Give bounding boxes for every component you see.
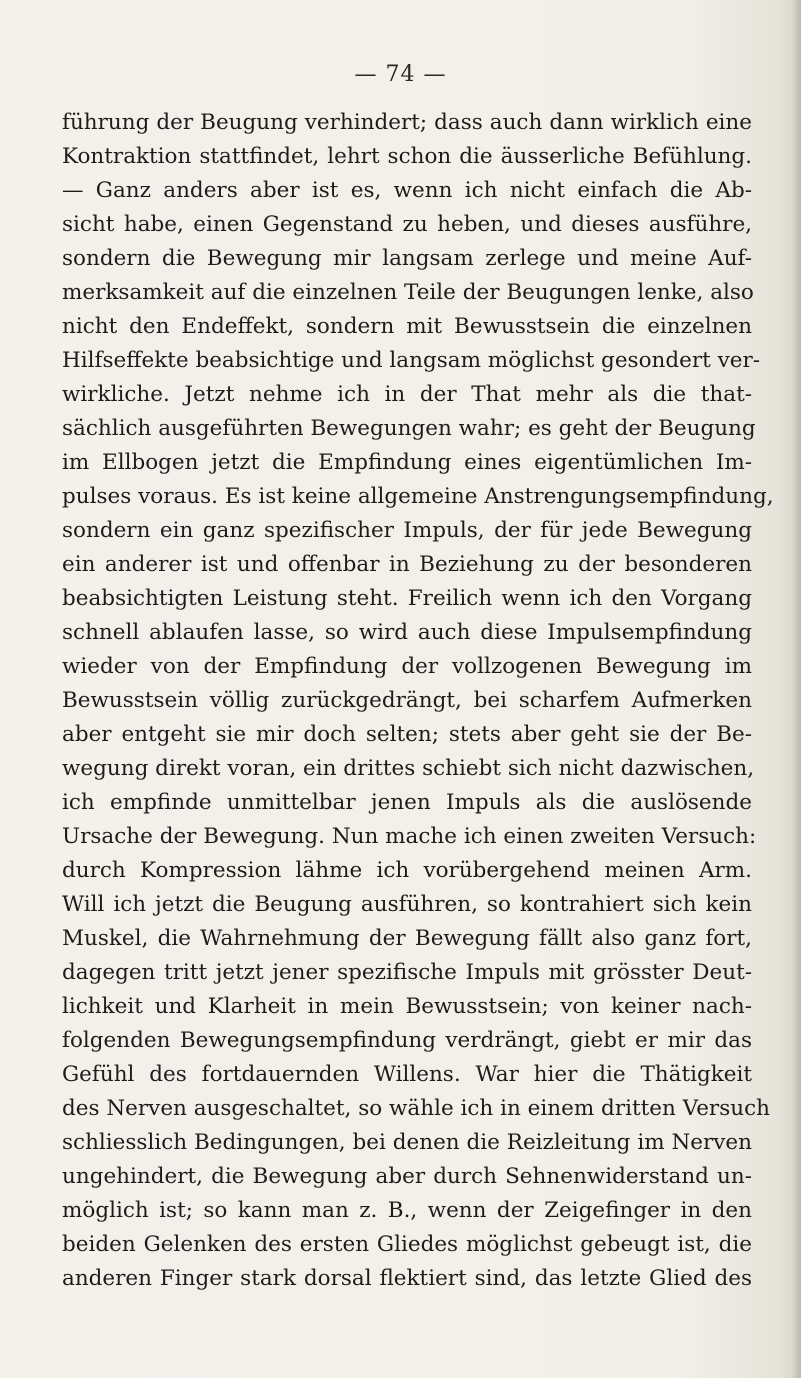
text-line: ungehindert, die Bewegung aber durch Sehnenwiderstand un- [62, 1164, 752, 1189]
text-line: lichkeit und Klarheit in mein Bewusstsein; von keiner nach- [62, 994, 752, 1019]
text-line: ein anderer ist und offenbar in Beziehung zu der besonderen [62, 552, 752, 577]
text-line: aber entgeht sie mir doch selten; stets aber geht sie der Be- [62, 722, 752, 747]
text-line: pulses voraus. Es ist keine allgemeine Anstrengungsempfindung, [62, 484, 774, 509]
page-number: — 74 — [354, 62, 447, 87]
text-line: Ursache der Bewegung. Nun mache ich einen zweiten Versuch: [62, 824, 757, 849]
text-line: im Ellbogen jetzt die Empfindung eines eigentümlichen Im- [62, 450, 752, 475]
text-line: sondern ein ganz spezifischer Impuls, der für jede Bewegung [62, 518, 752, 543]
text-line: Gefühl des fortdauernden Willens. War hier die Thätigkeit [62, 1062, 752, 1087]
text-line: Kontraktion stattfindet, lehrt schon die äusserliche Befühlung. [62, 144, 752, 169]
body-text [62, 106, 774, 1296]
text-line: wieder von der Empfindung der vollzogenen Bewegung im [62, 654, 752, 679]
text-line: folgenden Bewegungsempfindung verdrängt, giebt er mir das [62, 1028, 752, 1053]
text-line: möglich ist; so kann man z. B., wenn der Zeigefinger in den [62, 1198, 752, 1223]
text-line: sicht habe, einen Gegenstand zu heben, und dieses ausführe, [62, 212, 752, 237]
text-line: Bewusstsein völlig zurückgedrängt, bei scharfem Aufmerken [62, 688, 752, 713]
text-line: beiden Gelenken des ersten Gliedes möglichst gebeugt ist, die [62, 1232, 752, 1257]
text-line: nicht den Endeffekt, sondern mit Bewusstsein die einzelnen [62, 314, 752, 339]
text-line: wirkliche. Jetzt nehme ich in der That mehr als die that- [62, 382, 752, 407]
text-line: durch Kompression lähme ich vorübergehend meinen Arm. [62, 858, 752, 883]
text-line: Hilfseffekte beabsichtige und langsam möglichst gesondert ver- [62, 348, 761, 373]
text-line: — Ganz anders aber ist es, wenn ich nicht einfach die Ab- [62, 178, 752, 203]
text-line: beabsichtigten Leistung steht. Freilich wenn ich den Vorgang [62, 586, 752, 611]
text-line: ich empfinde unmittelbar jenen Impuls als die auslösende [62, 790, 752, 815]
text-line: wegung direkt voran, ein drittes schiebt sich nicht dazwischen, [62, 756, 755, 781]
page-edge-shadow [791, 0, 801, 1378]
text-line: schnell ablaufen lasse, so wird auch diese Impulsempfindung [62, 620, 752, 645]
text-line: des Nerven ausgeschaltet, so wähle ich in einem dritten Versuch [62, 1096, 770, 1121]
text-line: dagegen tritt jetzt jener spezifische Impuls mit grösster Deut- [62, 960, 752, 985]
text-line: sondern die Bewegung mir langsam zerlege und meine Auf- [62, 246, 752, 271]
text-line: Muskel, die Wahrnehmung der Bewegung fällt also ganz fort, [62, 926, 752, 951]
text-line: Will ich jetzt die Beugung ausführen, so kontrahiert sich kein [62, 892, 752, 917]
text-line: schliesslich Bedingungen, bei denen die Reizleitung im Nerven [62, 1130, 752, 1155]
text-line: sächlich ausgeführten Bewegungen wahr; es geht der Beugung [62, 416, 756, 441]
text-line: merksamkeit auf die einzelnen Teile der Beugungen lenke, also [62, 280, 754, 305]
text-line: führung der Beugung verhindert; dass auch dann wirklich eine [62, 110, 752, 135]
text-line: anderen Finger stark dorsal flektiert sind, das letzte Glied des [62, 1266, 752, 1291]
